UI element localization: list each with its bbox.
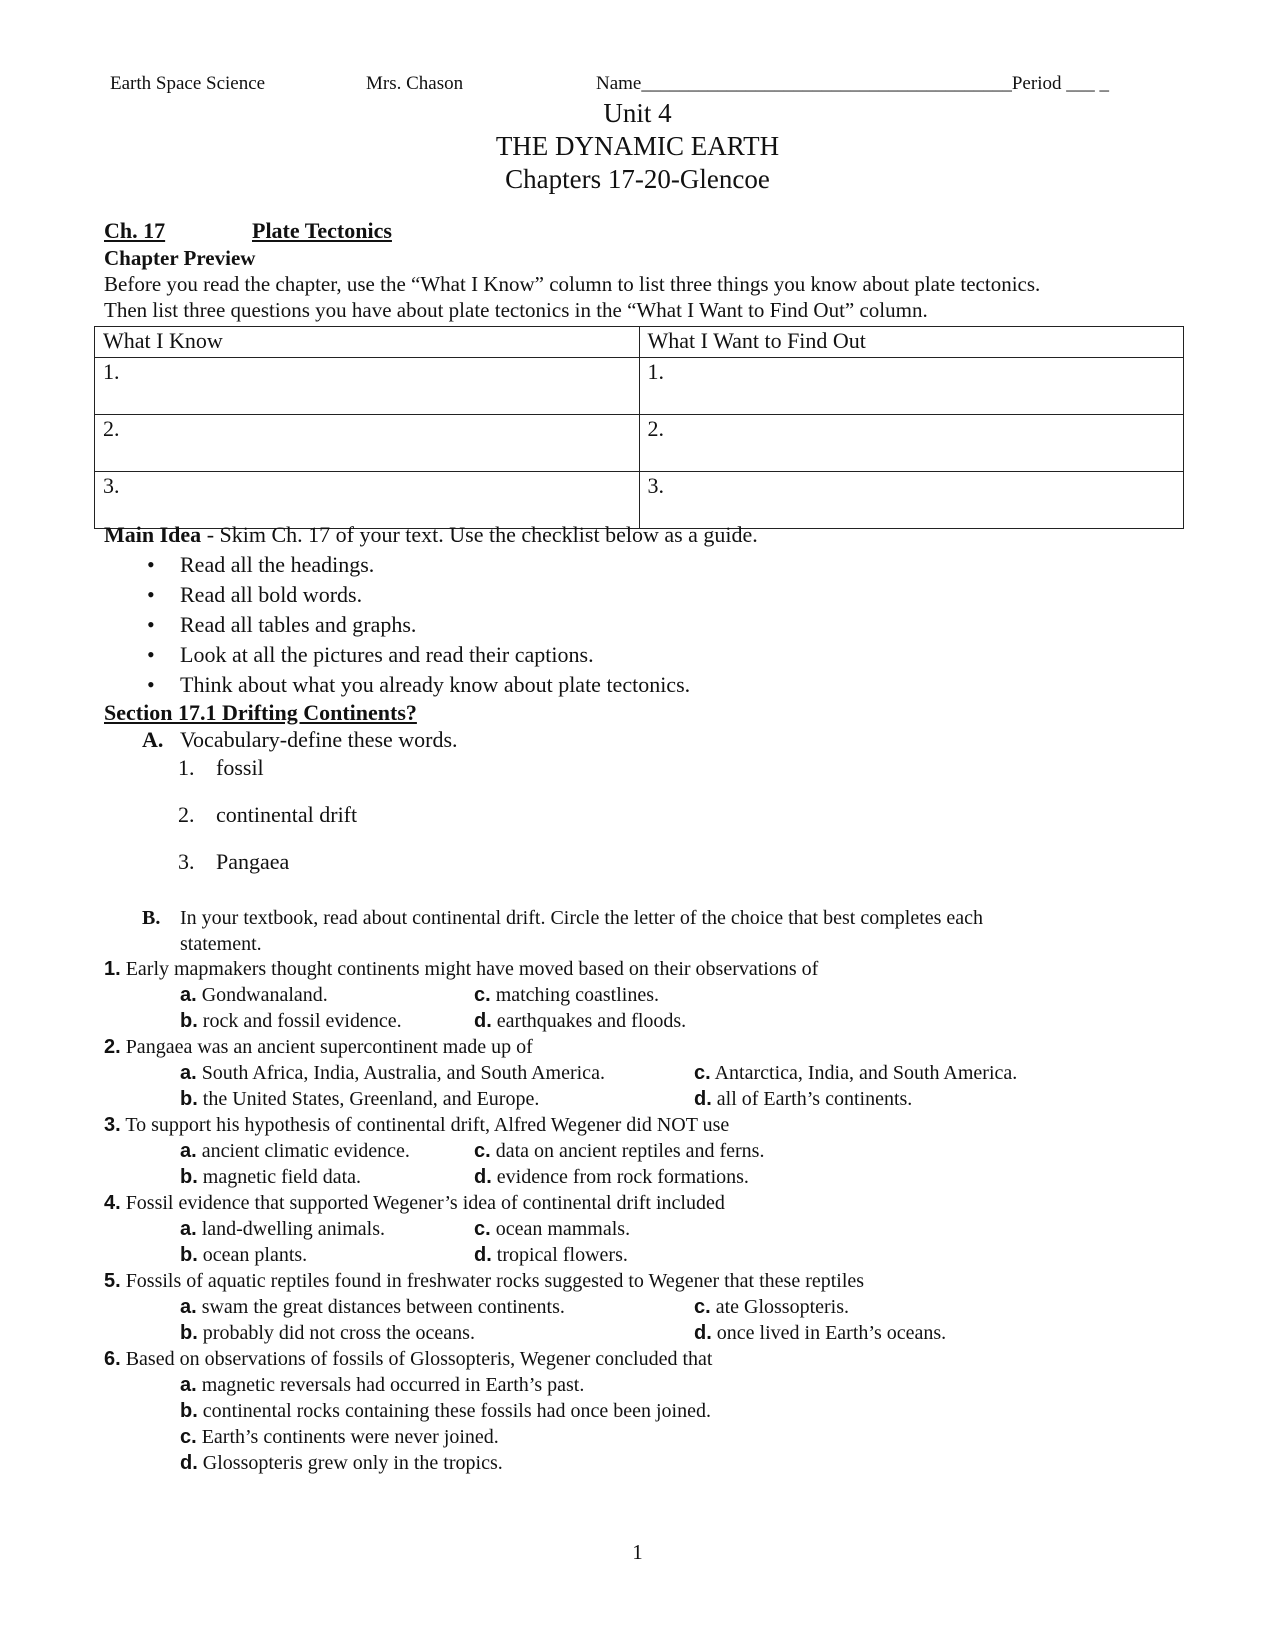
main-idea-label: Main Idea xyxy=(104,522,202,547)
chapters-title: Chapters 17-20-Glencoe xyxy=(505,164,770,194)
answer-option[interactable]: a. magnetic reversals had occurred in Earth’s past. xyxy=(180,1374,585,1396)
answer-option[interactable]: b. rock and fossil evidence. xyxy=(180,1010,402,1032)
answer-option[interactable]: b. ocean plants. xyxy=(180,1244,308,1266)
question-3: 3. To support his hypothesis of continental drift, Alfred Wegener did NOT use xyxy=(104,1114,730,1136)
vocab-number: 1. xyxy=(178,755,195,780)
answer-option[interactable]: b. the United States, Greenland, and Europe. xyxy=(180,1088,540,1110)
main-idea-text: - Skim Ch. 17 of your text. Use the checklist below as a guide. xyxy=(201,522,758,547)
table-cell[interactable]: 3. xyxy=(95,472,640,529)
preview-instructions-line1: Before you read the chapter, use the “What I Know” column to list three things you know about plate tectonics. xyxy=(104,272,1041,296)
answer-option[interactable]: c. Antarctica, India, and South America. xyxy=(694,1062,1018,1084)
question-5: 5. Fossils of aquatic reptiles found in freshwater rocks suggested to Wegener that these reptiles xyxy=(104,1270,865,1292)
question-6: 6. Based on observations of fossils of Glossopteris, Wegener concluded that xyxy=(104,1348,713,1370)
answer-option[interactable]: d. evidence from rock formations. xyxy=(474,1166,749,1188)
answer-option[interactable]: d. Glossopteris grew only in the tropics. xyxy=(180,1452,503,1474)
answer-option[interactable]: c. matching coastlines. xyxy=(474,984,659,1006)
column-header-what-i-know: What I Know xyxy=(95,327,640,358)
bullet-icon: • xyxy=(147,672,155,697)
answer-option[interactable]: d. earthquakes and floods. xyxy=(474,1010,687,1032)
chapter-name: Plate Tectonics xyxy=(252,218,392,243)
answer-option[interactable]: b. probably did not cross the oceans. xyxy=(180,1322,475,1344)
chapter-number: Ch. 17 xyxy=(104,218,166,243)
answer-option[interactable]: a. swam the great distances between continents. xyxy=(180,1296,565,1318)
page-number: 1 xyxy=(632,1540,643,1564)
checklist-item: Think about what you already know about plate tectonics. xyxy=(180,672,691,697)
answer-option[interactable]: d. tropical flowers. xyxy=(474,1244,628,1266)
checklist-item: Look at all the pictures and read their captions. xyxy=(180,642,594,667)
part-b-text-line1: In your textbook, read about continental drift. Circle the letter of the choice that best completes each xyxy=(180,907,984,929)
checklist-item: Read all the headings. xyxy=(180,552,375,577)
vocab-number: 3. xyxy=(178,849,195,874)
unit-name: THE DYNAMIC EARTH xyxy=(495,131,780,161)
name-period-field: Name_______________________________________Period ___ _ xyxy=(596,73,1109,94)
question-4: 4. Fossil evidence that supported Wegener’s idea of continental drift included xyxy=(104,1192,725,1214)
vocab-word: fossil xyxy=(216,755,264,780)
question-1: 1. Early mapmakers thought continents might have moved based on their observations of xyxy=(104,958,819,980)
course-name: Earth Space Science xyxy=(110,73,266,94)
chapter-preview-heading: Chapter Preview xyxy=(104,246,256,270)
vocab-word: continental drift xyxy=(216,802,358,827)
preview-instructions-line2: Then list three questions you have about plate tectonics in the “What I Want to Find Out” column. xyxy=(104,298,928,322)
answer-option[interactable]: a. ancient climatic evidence. xyxy=(180,1140,410,1162)
unit-title: Unit 4 xyxy=(603,98,672,128)
main-idea-line xyxy=(104,522,758,548)
teacher-name: Mrs. Chason xyxy=(366,73,464,94)
checklist-item: Read all bold words. xyxy=(180,582,363,607)
table-cell[interactable]: 1. xyxy=(95,358,640,415)
section-title: Section 17.1 Drifting Continents? xyxy=(104,700,417,725)
bullet-icon: • xyxy=(147,552,155,577)
answer-option[interactable]: c. ocean mammals. xyxy=(474,1218,631,1240)
bullet-icon: • xyxy=(147,612,155,637)
kwl-table xyxy=(94,326,1184,529)
answer-option[interactable]: c. data on ancient reptiles and ferns. xyxy=(474,1140,765,1162)
bullet-icon: • xyxy=(147,642,155,667)
part-a-label: A. xyxy=(142,727,164,752)
table-cell[interactable]: 2. xyxy=(639,415,1184,472)
table-cell[interactable]: 1. xyxy=(639,358,1184,415)
answer-option[interactable]: c. ate Glossopteris. xyxy=(694,1296,849,1318)
vocab-word: Pangaea xyxy=(216,849,290,874)
answer-option[interactable]: a. land-dwelling animals. xyxy=(180,1218,385,1240)
part-b-label: B. xyxy=(142,907,161,929)
checklist-item: Read all tables and graphs. xyxy=(180,612,417,637)
answer-option[interactable]: a. Gondwanaland. xyxy=(180,984,328,1006)
table-cell[interactable]: 3. xyxy=(639,472,1184,529)
answer-option[interactable]: d. all of Earth’s continents. xyxy=(694,1088,913,1110)
part-a-text: Vocabulary-define these words. xyxy=(180,727,458,752)
column-header-what-i-want: What I Want to Find Out xyxy=(639,327,1184,358)
part-b-text-line2: statement. xyxy=(180,933,262,955)
bullet-icon: • xyxy=(147,582,155,607)
answer-option[interactable]: b. continental rocks containing these fossils had once been joined. xyxy=(180,1400,711,1422)
vocab-number: 2. xyxy=(178,802,195,827)
answer-option[interactable]: c. Earth’s continents were never joined. xyxy=(180,1426,499,1448)
answer-option[interactable]: d. once lived in Earth’s oceans. xyxy=(694,1322,947,1344)
answer-option[interactable]: a. South Africa, India, Australia, and South America. xyxy=(180,1062,605,1084)
question-2: 2. Pangaea was an ancient supercontinent made up of xyxy=(104,1036,533,1058)
answer-option[interactable]: b. magnetic field data. xyxy=(180,1166,362,1188)
table-cell[interactable]: 2. xyxy=(95,415,640,472)
